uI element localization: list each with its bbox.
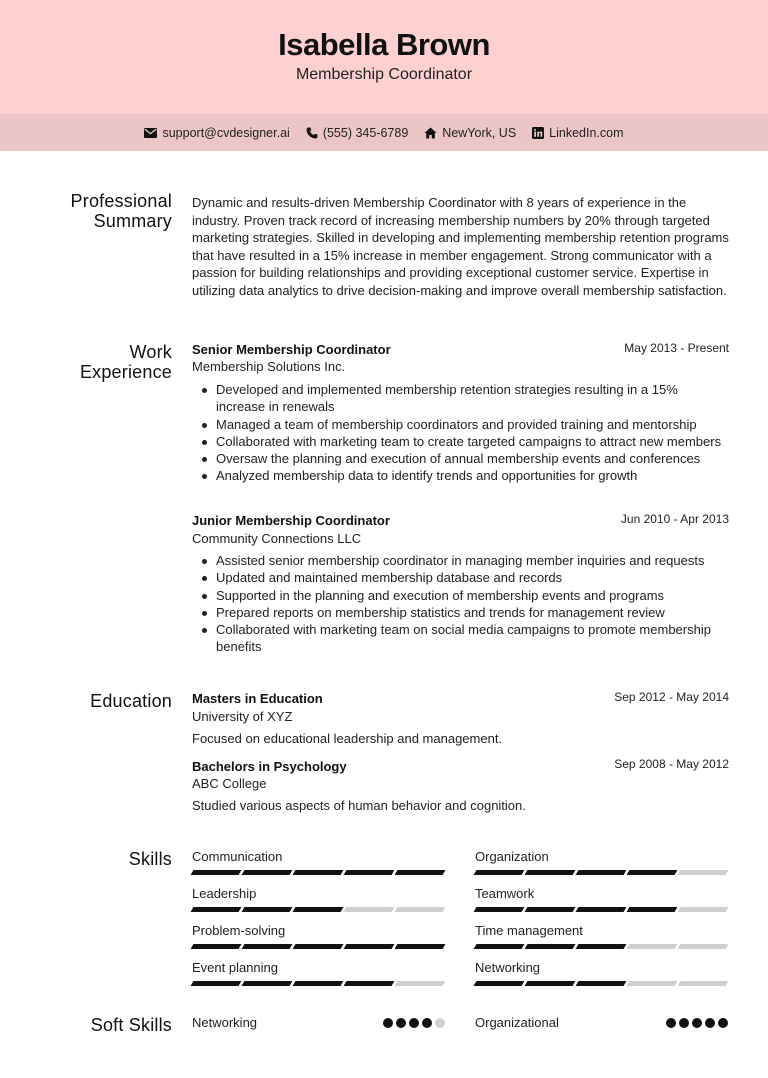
section-title-summary [71,191,172,231]
skill-item [192,886,445,912]
job-date: May 2013 - Present [624,341,729,355]
education-description: Studied various aspects of human behavior and cognition. [192,798,526,813]
skill-item [192,849,445,875]
skill-segment-filled [474,907,525,912]
skill-segment-filled [395,870,446,875]
skill-segment-filled [525,944,576,949]
rating-dot-filled [666,1018,676,1028]
education-description: Focused on educational leadership and management. [192,731,503,746]
job-date: Jun 2010 - Apr 2013 [620,512,729,526]
skill-segment-filled [242,981,293,986]
rating-dot-empty [435,1018,445,1028]
rating-dot-filled [705,1018,715,1028]
skill-level-bar [475,870,728,875]
soft-skill-rating [666,1018,728,1028]
skill-segment-filled [474,944,525,949]
contact-linkedin[interactable] [532,126,623,140]
linkedin-icon [532,127,544,139]
skill-segment-empty [678,870,729,875]
soft-skill-rating [383,1018,445,1028]
skill-label: Time management [475,923,583,938]
degree-title: Bachelors in Psychology [192,759,347,774]
job-bullets [192,552,722,656]
section-title-work [80,342,172,382]
skill-segment-filled [344,981,395,986]
skill-segment-filled [293,944,344,949]
skill-segment-filled [525,981,576,986]
soft-skill-label: Networking [192,1015,258,1030]
skill-label: Problem-solving [192,923,286,938]
list-item: Analyzed membership data to identify trends and opportunities for growth [192,467,722,484]
skill-level-bar [475,907,728,912]
skill-item [475,849,728,875]
skill-segment-empty [395,907,446,912]
skill-segment-filled [344,870,395,875]
contact-location [424,126,516,140]
skill-level-bar [192,907,445,912]
skill-segment-empty [678,907,729,912]
list-item: Collaborated with marketing team on social media campaigns to promote membership benefits [192,621,722,656]
skill-segment-empty [344,907,395,912]
soft-skill-item [192,1015,445,1033]
skill-segment-filled [191,944,242,949]
home-icon [424,127,437,139]
skill-segment-filled [191,907,242,912]
skill-item [192,960,445,986]
skill-segment-filled [395,944,446,949]
summary-text: Dynamic and results-driven Membership Coordinator with 8 years of experience in the industry. Proven track record of increasing membership numbers by 20% through targeted marketing strategies. Skilled in developing and implementing membership retention programs that have resulted in a 15% increase in member engagement. Strong communicator with a passion for building relationships and providing exceptional customer service. Expertise in utilizing data analytics to drive decision-making and improve overall membership satisfaction. [192,195,729,298]
rating-dot-filled [718,1018,728,1028]
job-title: Senior Membership Coordinator [192,342,391,357]
rating-dot-filled [692,1018,702,1028]
skill-segment-empty [395,981,446,986]
section-title-education: Education [90,691,172,711]
candidate-name: Isabella Brown [278,27,490,62]
section-title-soft-skills: Soft Skills [90,1015,172,1035]
skill-segment-filled [627,870,678,875]
contact-linkedin-text: LinkedIn.com [549,125,624,140]
job-company: Community Connections LLC [192,531,362,546]
skill-item [475,923,728,949]
skill-label: Networking [475,960,541,975]
contact-bar [0,114,768,151]
contact-email[interactable] [144,126,289,140]
skill-level-bar [192,944,445,949]
skill-segment-filled [344,944,395,949]
skill-segment-filled [242,870,293,875]
envelope-icon [144,128,157,138]
skill-segment-filled [293,870,344,875]
skill-segment-empty [627,981,678,986]
skill-segment-filled [293,981,344,986]
education-date: Sep 2012 - May 2014 [614,690,729,704]
skill-item [475,960,728,986]
contact-phone[interactable] [306,126,408,140]
section-title-line: Professional [70,191,172,211]
list-item: Assisted senior membership coordinator in managing member inquiries and requests [192,552,722,569]
rating-dot-filled [396,1018,406,1028]
skill-segment-empty [678,944,729,949]
skill-segment-empty [678,981,729,986]
skill-segment-filled [474,870,525,875]
skill-segment-filled [191,870,242,875]
contact-email-text: support@cvdesigner.ai [162,125,290,140]
list-item: Managed a team of membership coordinators and provided training and mentorship [192,416,722,433]
resume-header [0,0,768,114]
list-item: Collaborated with marketing team to create targeted campaigns to attract new members [192,433,722,450]
section-title-skills: Skills [128,849,172,869]
skill-segment-filled [242,907,293,912]
skill-segment-filled [576,981,627,986]
section-title-line: Summary [93,211,172,231]
skill-level-bar [192,870,445,875]
education-date: Sep 2008 - May 2012 [614,757,729,771]
skill-label: Communication [192,849,283,864]
skill-level-bar [475,981,728,986]
school-name: University of XYZ [192,709,293,724]
job-title: Junior Membership Coordinator [192,513,390,528]
skill-segment-filled [576,907,627,912]
skill-item [192,923,445,949]
soft-skill-label: Organizational [475,1015,559,1030]
section-title-line: Experience [79,362,172,382]
phone-icon [306,127,318,139]
rating-dot-filled [679,1018,689,1028]
list-item: Prepared reports on membership statistics and trends for management review [192,604,722,621]
list-item: Oversaw the planning and execution of annual membership events and conferences [192,450,722,467]
skill-segment-filled [191,981,242,986]
school-name: ABC College [192,776,267,791]
skill-segment-filled [525,870,576,875]
skill-level-bar [475,944,728,949]
skill-level-bar [192,981,445,986]
skill-label: Event planning [192,960,279,975]
skill-segment-filled [525,907,576,912]
skill-label: Teamwork [475,886,535,901]
skill-segment-filled [293,907,344,912]
job-bullets [192,381,722,485]
skill-label: Organization [475,849,549,864]
skill-segment-filled [474,981,525,986]
list-item: Updated and maintained membership database and records [192,569,722,586]
section-title-line: Work [129,342,172,362]
skill-label: Leadership [192,886,257,901]
skill-segment-filled [576,944,627,949]
job-company: Membership Solutions Inc. [192,359,346,374]
candidate-role: Membership Coordinator [295,66,473,83]
skill-segment-filled [576,870,627,875]
list-item: Supported in the planning and execution of membership events and programs [192,587,722,604]
rating-dot-filled [383,1018,393,1028]
degree-title: Masters in Education [192,691,323,706]
soft-skill-item [475,1015,728,1033]
rating-dot-filled [422,1018,432,1028]
skill-segment-filled [627,907,678,912]
skill-item [475,886,728,912]
rating-dot-filled [409,1018,419,1028]
list-item: Developed and implemented membership retention strategies resulting in a 15% increase in renewals [192,381,722,416]
contact-location-text: NewYork, US [442,125,517,140]
skill-segment-filled [242,944,293,949]
contact-phone-text: (555) 345-6789 [322,125,409,140]
skill-segment-empty [627,944,678,949]
